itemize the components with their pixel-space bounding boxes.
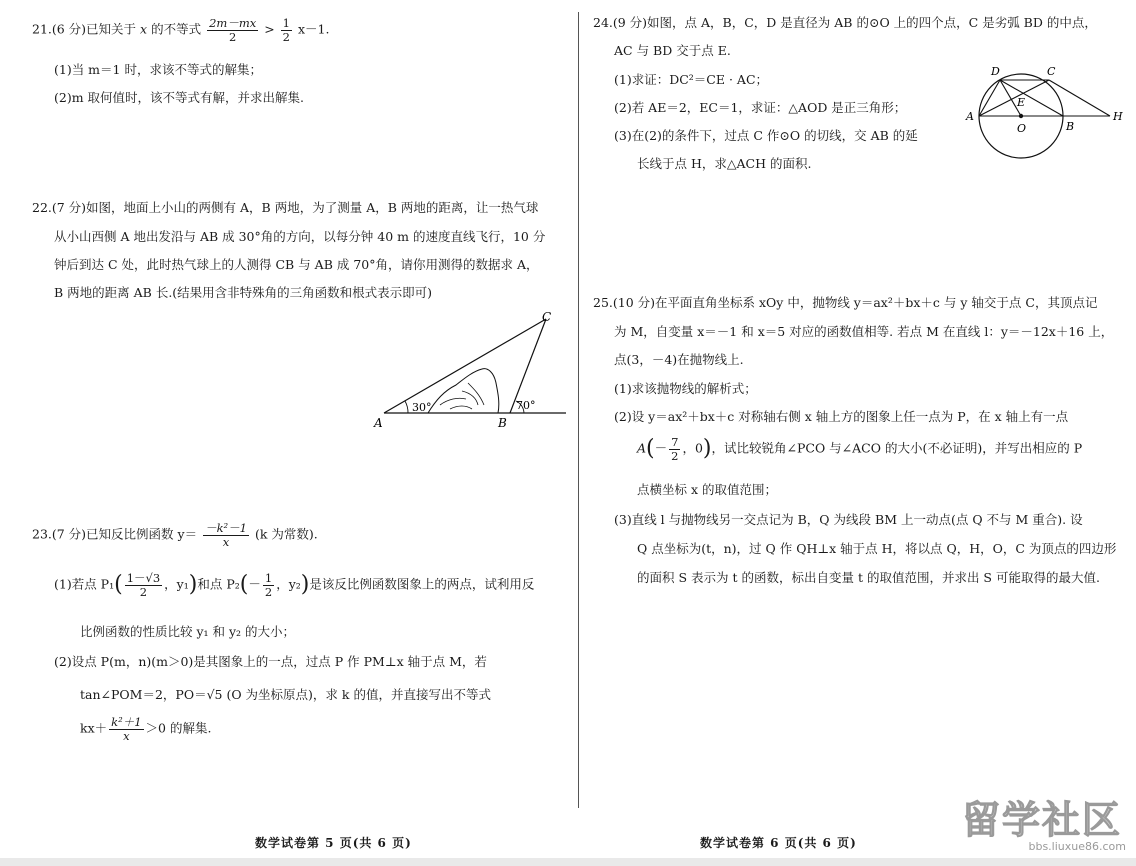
q23-part1-line2: 比例函数的性质比较 y₁ 和 y₂ 的大小； — [80, 624, 296, 639]
q25-line1: 25.(10 分)在平面直角坐标系 xOy 中，抛物线 y＝ax²＋bx＋c 与 y 轴交于点 C，其顶点记 — [593, 295, 1098, 310]
q25-line3: 点(3，－4)在抛物线上. — [614, 352, 744, 367]
q22-figure — [370, 305, 575, 435]
q25-part3-line1: (3)直线 l 与抛物线另一交点记为 B，Q 为线段 BM 上一动点(点 Q 不与 M 重合). 设 — [614, 512, 1083, 527]
q24-label-H: H — [1113, 110, 1123, 123]
q23-part1: (1)若点 P₁( $\frac{1-√3}{2}$ ，y₁)和点 P₂(－ $\frac{1}{2}$ ，y₂)是该反比例函数图象上的两点，试利用反 — [54, 571, 535, 599]
q21-fraction-1: $\frac{2m-mx}{2}$ — [209, 16, 257, 44]
q21-fraction-2: $\frac{1}{2}$ — [282, 16, 290, 44]
q21-var: x — [140, 21, 148, 37]
q23-part2-line3: kx＋ $\frac{\text{k²＋1}}{x}$ ＞0 的解集. — [80, 715, 212, 743]
q22-line2: 从小山西侧 A 地出发沿与 AB 成 30°角的方向，以每分钟 40 m 的速度直线飞行，10 分 — [54, 229, 546, 244]
q23-stem: 23.(7 分)已知反比例函数 y＝ $\frac{\text{－k²－1}}{x}$ (k 为常数). — [32, 521, 318, 549]
q21-part2: (2)m 取何值时，该不等式有解，并求出解集. — [54, 90, 305, 105]
q23-p2-fraction: $\frac{\text{k²＋1}}{x}$ — [111, 715, 142, 743]
q23-part2-line1: (2)设点 P(m，n)(m＞0)是其图象上的一点，过点 P 作 PM⊥x 轴于点 M，若 — [54, 654, 487, 669]
footer-left: 数学试卷第 5 页(共 6 页) — [255, 836, 412, 850]
q24-part3-line1: (3)在(2)的条件下，过点 C 作⊙O 的切线，交 AB 的延 — [614, 128, 918, 143]
q25-part3-line3: 的面积 S 表示为 t 的函数，标出自变量 t 的取值范围，并求出 S 可能取得的最大值. — [637, 570, 1100, 585]
q22-angle-70: 70° — [516, 399, 536, 412]
q25-part3-line2: Q 点坐标为(t，n)，过 Q 作 QH⊥x 轴于点 H，将以点 Q，H，O，C 为顶点的四边形 — [637, 541, 1117, 556]
q21-gt: > — [264, 21, 275, 37]
q21-tail: x－1. — [297, 21, 330, 37]
q24-label-E: E — [1017, 96, 1026, 109]
q24-label-A: A — [966, 110, 974, 123]
column-divider — [578, 12, 579, 808]
q25-part2-line1: (2)设 y＝ax²＋bx＋c 对称轴右侧 x 轴上方的图象上任一点为 P，在 x 轴上有一点 — [614, 409, 1069, 424]
footer-right: 数学试卷第 6 页(共 6 页) — [700, 836, 857, 850]
q24-label-D: D — [991, 65, 1000, 78]
q24-label-B: B — [1066, 120, 1075, 133]
watermark-logo — [962, 800, 1132, 860]
q22-label-C: C — [542, 310, 552, 324]
q23-fraction: $\frac{\text{－k²－1}}{x}$ — [205, 521, 247, 549]
q22-line3: 钟后到达 C 处，此时热气球上的人测得 CB 与 AB 成 70°角，请你用测得的数据求 A， — [54, 257, 539, 272]
q22-line4: B 两地的距离 AB 长.(结果用含非特殊角的三角函数和根式表示即可) — [54, 285, 433, 300]
q24-part3-line2: 长线于点 H，求△ACH 的面积. — [637, 156, 812, 171]
q22-angle-30: 30° — [412, 401, 432, 414]
q25-fraction: $\frac{7}{2}$ — [671, 435, 679, 463]
q21-head: 21.(6 分)已知关于 — [32, 21, 137, 37]
q22-line1: 22.(7 分)如图，地面上小山的两侧有 A，B 两地，为了测量 A，B 两地的距离，让一热气球 — [32, 200, 539, 215]
q23-p1-fraction: $\frac{1-√3}{2}$ — [126, 571, 161, 599]
q22-label-A: A — [374, 416, 383, 430]
q23-p1-fraction-2: $\frac{1}{2}$ — [264, 571, 273, 599]
watermark-url: bbs.liuxue86.com — [1028, 840, 1126, 853]
bottom-band — [0, 858, 1136, 866]
q23-part2-line2: tan∠POM＝2，PO＝√5 (O 为坐标原点)，求 k 的值，并直接写出不等式 — [80, 687, 491, 702]
q21-stem — [32, 17, 329, 43]
q24-label-C: C — [1047, 65, 1056, 78]
q21-part1: (1)当 m＝1 时，求该不等式的解集； — [54, 62, 262, 77]
q24-label-O: O — [1017, 122, 1027, 135]
watermark-brand: 留学社区 — [962, 798, 1123, 842]
q22-label-B: B — [498, 416, 507, 430]
q24-figure — [960, 60, 1132, 170]
q24-line1: 24.(9 分)如图，点 A，B，C，D 是直径为 AB 的⊙O 上的四个点，C 是劣弧 BD 的中点， — [593, 15, 1097, 30]
q21-mid: 的不等式 — [151, 21, 202, 37]
q25-part2-line2: A(－ $\frac{7}{2}$ ，0)，试比较锐角∠PCO 与∠ACO 的大小(不必证明)，并写出相应的 P — [637, 435, 1083, 463]
q24-line2: AC 与 BD 交于点 E. — [614, 43, 731, 58]
q24-part1: (1)求证：DC²＝CE · AC； — [614, 72, 769, 87]
q24-part2: (2)若 AE＝2，EC＝1，求证：△AOD 是正三角形； — [614, 100, 907, 115]
q25-part2-line3: 点横坐标 x 的取值范围； — [637, 482, 777, 497]
q25-part1: (1)求该抛物线的解析式； — [614, 381, 757, 396]
q25-line2: 为 M，自变量 x＝－1 和 x＝5 对应的函数值相等. 若点 M 在直线 l：y＝－12x＋16 上， — [614, 324, 1114, 339]
